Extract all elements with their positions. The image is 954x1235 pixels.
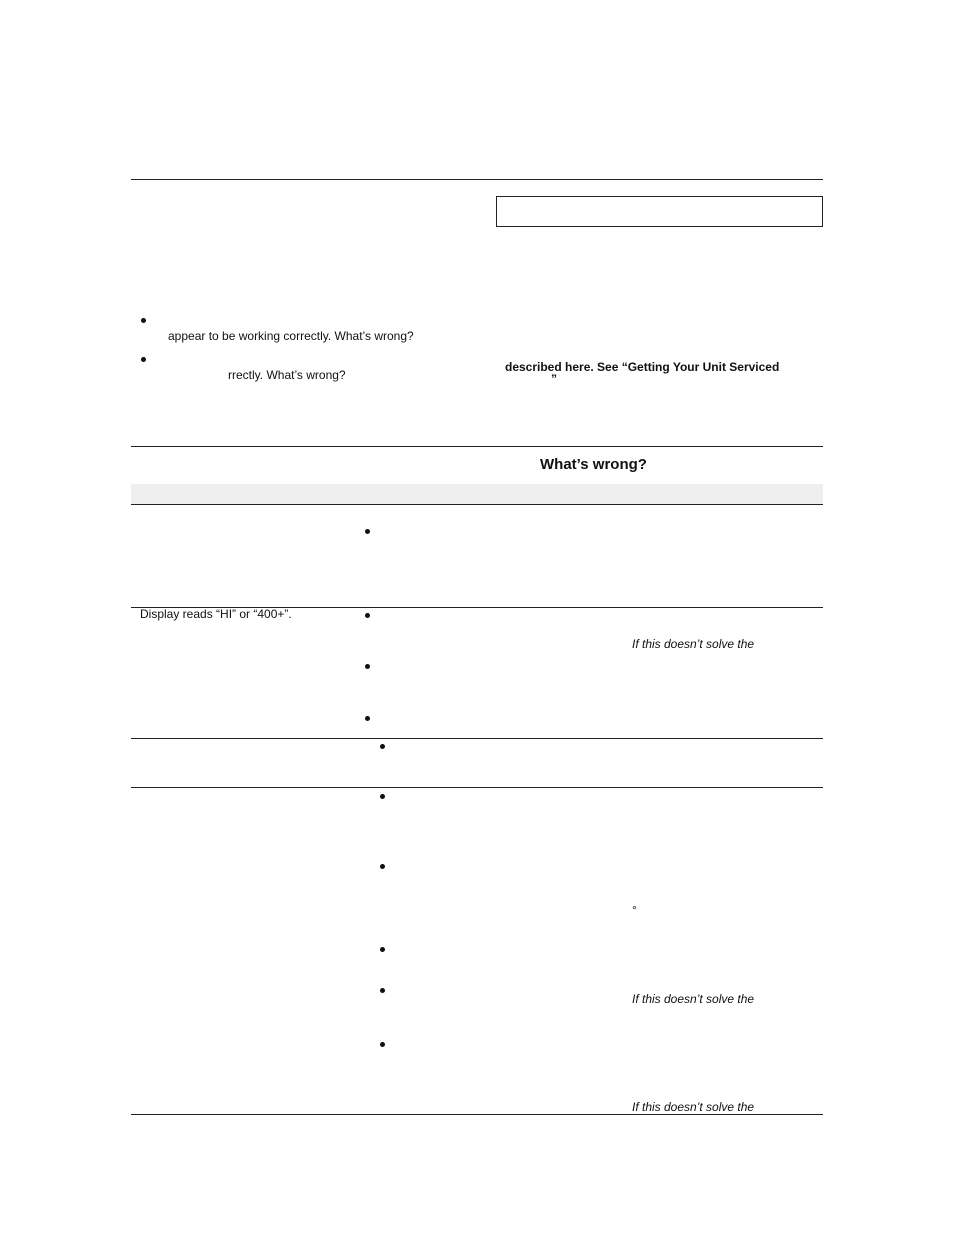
bullet-icon [380,947,385,952]
row-divider [131,787,823,788]
symptom-hi-400: Display reads “HI” or “400+”. [140,607,292,621]
solution-note: If this doesn’t solve the [632,1100,755,1114]
degree-symbol: ° [632,903,637,917]
solution-note: If this doesn’t solve the [632,637,755,651]
service-note-line1: described here. See “Getting Your Unit Serviced [505,360,780,374]
bullet-icon [380,794,385,799]
bullet-icon [365,716,370,721]
top-divider [131,179,823,180]
bullet-icon [380,864,385,869]
bullet-icon [141,318,146,323]
bullet-icon [365,529,370,534]
table-header-title: What’s wrong? [540,456,647,473]
solution-note: If this doesn’t solve the [632,992,755,1006]
service-note-line2: ” [551,372,557,386]
table-bottom-divider [131,1114,823,1115]
intro-bullet-2-text: rrectly. What’s wrong? [228,368,346,382]
bullet-icon [365,664,370,669]
bullet-icon [380,1042,385,1047]
bullet-icon [141,357,146,362]
bullet-icon [380,988,385,993]
bullet-icon [365,613,370,618]
table-header-divider [131,504,823,505]
bullet-icon [380,744,385,749]
table-top-divider [131,446,823,447]
row-divider [131,738,823,739]
info-box [496,196,823,227]
intro-bullet-1-text: appear to be working correctly. What’s wrong? [168,329,414,343]
table-header-band [131,484,823,504]
